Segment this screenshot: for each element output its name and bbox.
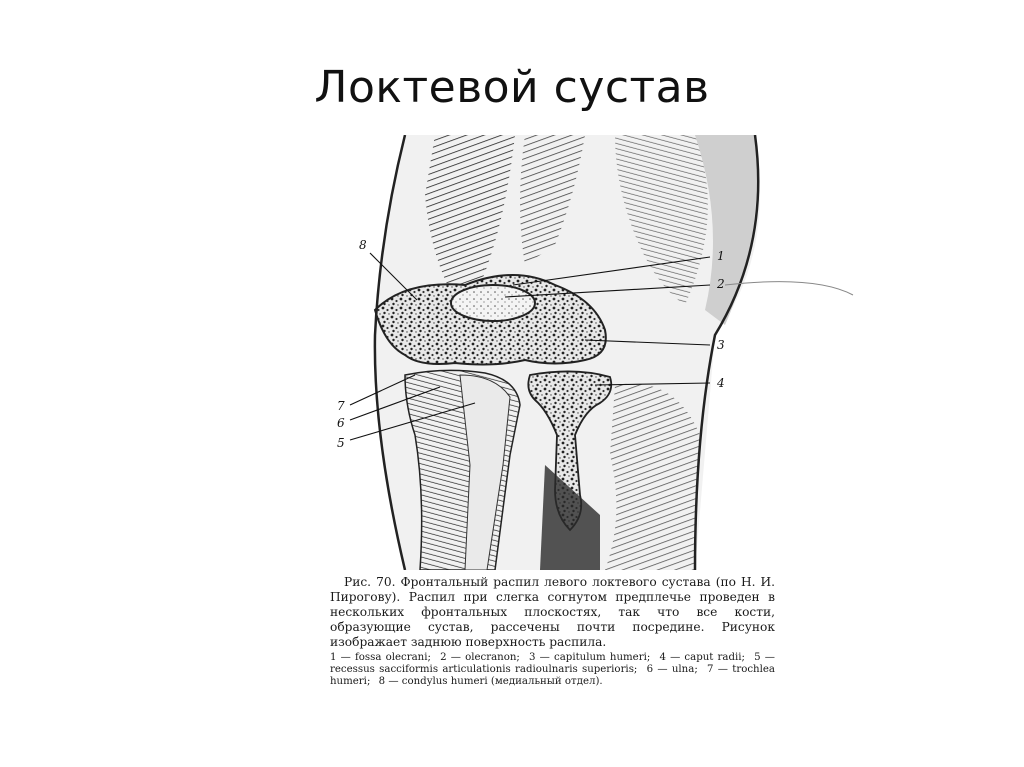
olecranon-fossa xyxy=(451,285,535,321)
figure-label-3: 3 xyxy=(717,338,725,352)
legend-item: 2 — olecranon; xyxy=(440,652,520,663)
figure-label-5: 5 xyxy=(337,436,345,450)
legend-item: 1 — fossa olecrani; xyxy=(330,652,431,663)
legend-item: 4 — caput radii; xyxy=(659,652,745,663)
figure-label-1: 1 xyxy=(717,249,725,263)
figure-caption xyxy=(330,575,775,688)
slide-title: Локтевой сустав xyxy=(314,62,710,113)
legend-item: 7 — trochlea humeri; xyxy=(330,664,775,687)
figure-label-7: 7 xyxy=(337,399,345,413)
figure-label-8: 8 xyxy=(359,238,367,252)
legend-item: 6 — ulna; xyxy=(646,664,698,675)
caption-legend xyxy=(330,652,775,688)
elbow-joint-illustration xyxy=(255,135,865,570)
legend-item: 5 — recessus sacciformis articulationis radioulnaris superioris; xyxy=(330,652,775,675)
figure-label-6: 6 xyxy=(337,416,345,430)
legend-item: 3 — capitulum humeri; xyxy=(529,652,651,663)
figure-label-2: 2 xyxy=(717,277,725,291)
figure-label-4: 4 xyxy=(717,376,725,390)
legend-item: 8 — condylus humeri (медиальный отдел). xyxy=(378,676,603,687)
caption-text: Рис. 70. Фронтальный распил левого локтевого сустава (по Н. И. Пирогову). Распил при слегка согнутом предплечье проведен в нескольких фронтальных плоскостях, так что все кости, образующие сустав, рассечены почти посредине. Рисунок изображает заднюю поверхность распила. xyxy=(330,575,775,649)
